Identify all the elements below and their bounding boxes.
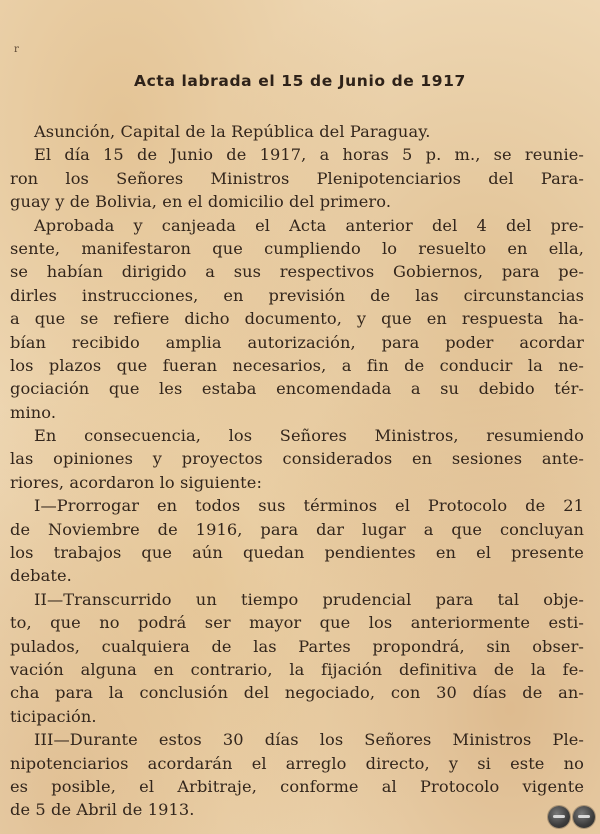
text-line: El día 15 de Junio de 1917, a horas 5 p. m., se reunie- [34, 145, 584, 165]
text-line: gociación que les estaba encomendada a su debido tér- [10, 379, 584, 399]
text-line: cha para la conclusión del negociado, con 30 días de an- [10, 683, 584, 703]
text-line: se habían dirigido a sus respectivos Gobiernos, para pe- [10, 262, 584, 282]
text-line: nipotenciarios acordarán el arreglo directo, y si este no [10, 753, 584, 773]
document-title: Acta labrada el 15 de Junio de 1917 [134, 72, 466, 90]
text-line: Aprobada y canjeada el Acta anterior del 4 del pre- [34, 215, 584, 235]
watermark-logo-icon[interactable] [548, 806, 570, 828]
document-body [10, 120, 584, 822]
text-line: de Noviembre de 1916, para dar lugar a que concluyan [10, 519, 584, 539]
text-line: los plazos que fueran necesarios, a fin de conducir la ne- [10, 355, 584, 375]
text-line: dirles instrucciones, en previsión de las circunstancias [10, 285, 584, 305]
text-line: I—Prorrogar en todos sus términos el Protocolo de 21 [34, 496, 584, 516]
text-line: a que se refiere dicho documento, y que en respuesta ha- [10, 309, 584, 329]
watermark-logo-icon[interactable] [573, 806, 595, 828]
text-line: III—Durante estos 30 días los Señores Ministros Ple- [34, 730, 584, 750]
text-line: vación alguna en contrario, la fijación definitiva de la fe- [10, 659, 584, 679]
text-line: debate. [10, 566, 72, 586]
text-line: de 5 de Abril de 1913. [10, 800, 195, 820]
text-line: ron los Señores Ministros Plenipotenciarios del Para- [10, 168, 584, 188]
text-line: sente, manifestaron que cumpliendo lo resuelto en ella, [10, 238, 584, 258]
text-line: En consecuencia, los Señores Ministros, resumiendo [34, 426, 584, 446]
text-line: los trabajos que aún quedan pendientes en el presente [10, 543, 584, 563]
text-line: bían recibido amplia autorización, para poder acordar [10, 332, 584, 352]
text-line: mino. [10, 402, 57, 422]
text-line: guay y de Bolivia, en el domicilio del primero. [10, 192, 392, 212]
watermark-logos [548, 806, 596, 830]
text-line: es posible, el Arbitraje, conforme al Protocolo vigente [10, 776, 584, 796]
text-line: II—Transcurrido un tiempo prudencial para tal obje- [34, 589, 584, 609]
text-line: Asunción, Capital de la República del Paraguay. [34, 122, 431, 141]
text-line: las opiniones y proyectos considerados en sesiones ante- [10, 449, 584, 469]
text-line: pulados, cualquiera de las Partes propondrá, sin obser- [10, 636, 584, 656]
text-line: to, que no podrá ser mayor que los anteriormente esti- [10, 613, 584, 633]
text-line: riores, acordaron lo siguiente: [10, 472, 263, 492]
text-line: ticipación. [10, 706, 97, 726]
corner-mark: r [14, 44, 19, 55]
